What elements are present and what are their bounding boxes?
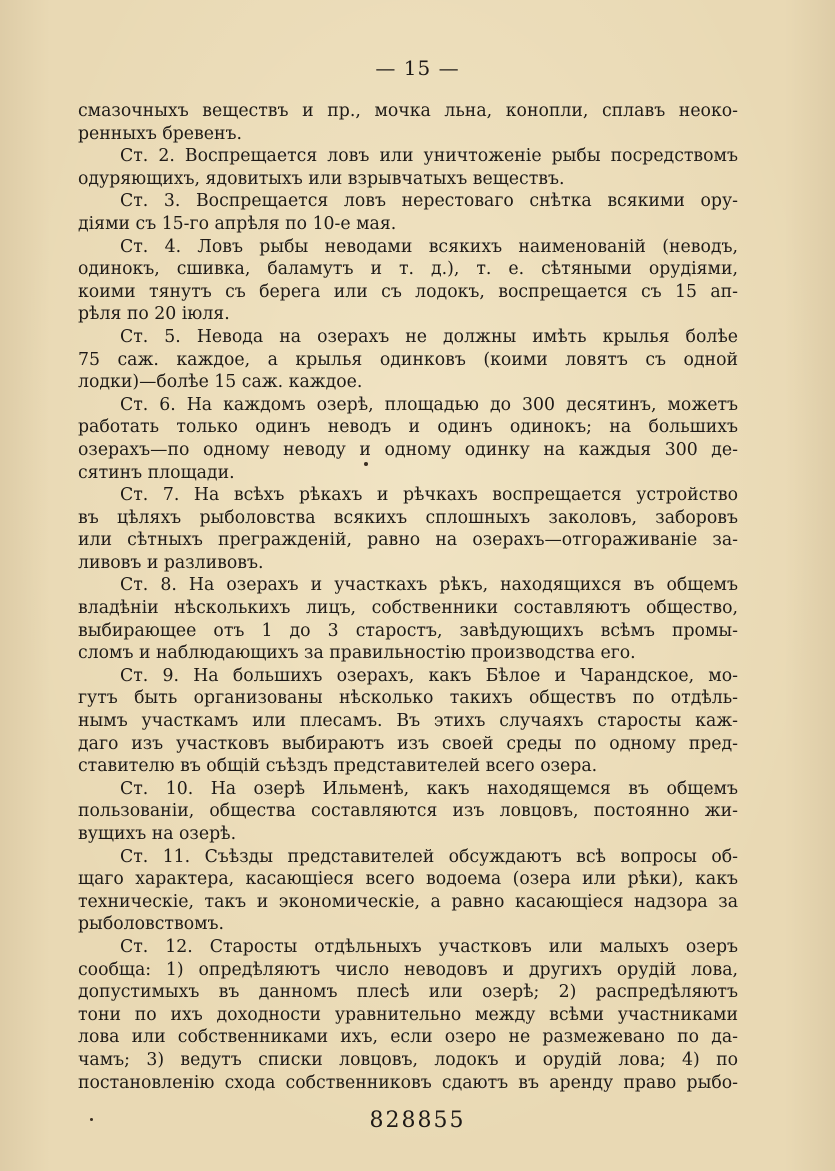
text-line: діями съ 15-го апрѣля по 10-е мая.: [78, 213, 397, 234]
text-line: лодки)—болѣе 15 саж. каждое.: [78, 372, 363, 393]
text-line: Ст. 12. Старосты отдѣльныхъ участковъ или малыхъ озеръ: [120, 936, 738, 957]
text-line: пользованіи, общества составляются изъ ловцовъ, постоянно жи-: [78, 801, 738, 822]
text-line: или сѣтныхъ прегражденій, равно на озерахъ—отгораживаніе за-: [78, 530, 738, 551]
text-line: Ст. 10. На озерѣ Ильменѣ, какъ находящемся въ общемъ: [120, 778, 738, 799]
text-line: работать только одинъ неводъ и одинъ одинокъ; на большихъ: [78, 417, 738, 438]
text-line: коими тянутъ съ берега или съ лодокъ, воспрещается съ 15 ап-: [78, 281, 738, 302]
text-line: постановленію схода собственниковъ сдаютъ въ аренду право рыбо-: [78, 1072, 738, 1093]
body-text: [78, 100, 738, 1094]
ink-speck: [90, 1118, 93, 1121]
text-line: 75 саж. каждое, а крылья одинковъ (коими ловятъ съ одной: [78, 349, 738, 370]
text-line: рыболовствомъ.: [78, 914, 225, 935]
footer-stamp: 828855: [369, 1108, 466, 1133]
text-line: чамъ; 3) ведутъ списки ловцовъ, лодокъ и орудій лова; 4) по: [78, 1049, 738, 1070]
text-line: смазочныхъ веществъ и пр., мочка льна, конопли, сплавъ неоко-: [78, 101, 738, 121]
text-line: допустимыхъ въ данномъ плесѣ или озерѣ; 2) распредѣляютъ: [78, 982, 738, 1003]
text-line: рѣля по 20 іюля.: [78, 304, 230, 325]
text-line: сообща: 1) опредѣляютъ число неводовъ и другихъ орудій лова,: [78, 959, 738, 980]
text-line: одуряющихъ, ядовитыхъ или взрывчатыхъ веществъ.: [78, 168, 565, 189]
text-line: Ст. 2. Воспрещается ловъ или уничтоженіе рыбы посредствомъ: [120, 146, 738, 167]
text-line: даго изъ участковъ выбираютъ изъ своей среды по одному пред-: [78, 733, 738, 754]
text-line: нымъ участкамъ или плесамъ. Въ этихъ случаяхъ старосты каж-: [78, 711, 738, 732]
text-line: вущихъ на озерѣ.: [78, 824, 237, 844]
text-line: Ст. 5. Невода на озерахъ не должны имѣть крылья болѣе: [120, 326, 738, 347]
text-line: техническіе, такъ и экономическіе, а равно касающіеся надзора за: [78, 891, 738, 912]
text-line: Ст. 7. На всѣхъ рѣкахъ и рѣчкахъ воспрещается устройство: [120, 485, 738, 506]
text-line: сятинъ площади.: [78, 462, 235, 483]
text-line: Ст. 11. Съѣзды представителей обсуждаютъ всѣ вопросы об-: [120, 846, 738, 867]
text-line: лова или собственниками ихъ, если озеро не размежевано по да-: [78, 1027, 738, 1048]
text-line: Ст. 4. Ловъ рыбы неводами всякихъ наименованій (неводъ,: [120, 236, 738, 257]
text-line: ренныхъ бревенъ.: [78, 123, 242, 144]
text-line: владѣніи нѣсколькихъ лицъ, собственники составляютъ общество,: [78, 598, 738, 619]
ink-speck: [364, 462, 368, 466]
text-line: выбирающее отъ 1 до 3 старостъ, завѣдующихъ всѣмъ промы-: [78, 620, 738, 641]
page-number: — 15 —: [375, 56, 460, 80]
text-line: озерахъ—по одному неводу и одному одинку на каждыя 300 де-: [78, 439, 738, 460]
text-line: щаго характера, касающіеся всего водоема (озера или рѣки), какъ: [78, 869, 738, 890]
text-line: сломъ и наблюдающихъ за правильностію производства его.: [78, 643, 636, 664]
text-line: тони по ихъ доходности уравнительно между всѣми участниками: [78, 1004, 738, 1025]
text-line: Ст. 9. На большихъ озерахъ, какъ Бѣлое и Чарандское, мо-: [120, 665, 738, 686]
text-line: Ст. 6. На каждомъ озерѣ, площадью до 300 десятинъ, можетъ: [120, 394, 738, 415]
text-line: одинокъ, сшивка, баламутъ и т. д.), т. е. сѣтяными орудіями,: [78, 259, 738, 280]
text-line: Ст. 3. Воспрещается ловъ нерестоваго снѣтка всякими ору-: [120, 191, 738, 212]
text-line: въ цѣляхъ рыболовства всякихъ сплошныхъ заколовъ, заборовъ: [78, 507, 738, 528]
text-line: ливовъ и разливовъ.: [78, 552, 264, 573]
text-line: гутъ быть организованы нѣсколько такихъ обществъ по отдѣль-: [78, 688, 738, 709]
text-line: ставителю въ общій съѣздъ представителей всего озера.: [78, 756, 598, 777]
text-line: Ст. 8. На озерахъ и участкахъ рѣкъ, находящихся въ общемъ: [120, 575, 738, 596]
